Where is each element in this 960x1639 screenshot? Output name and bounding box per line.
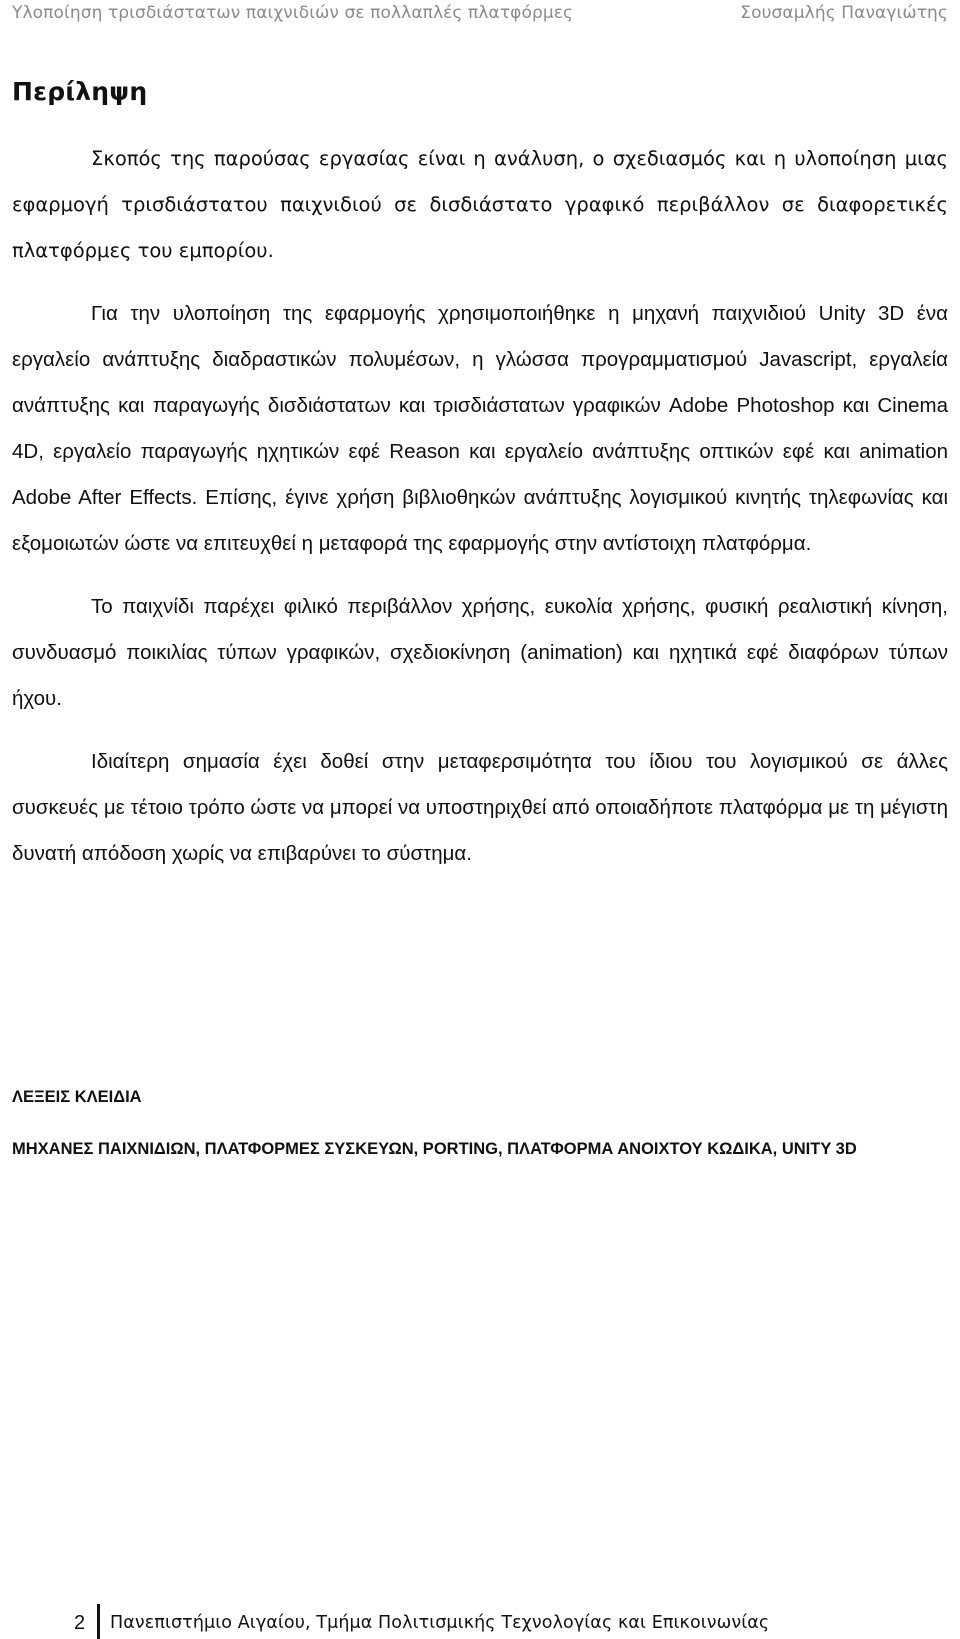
running-header [12,0,948,26]
header-author: Σουσαμλής Παναγιώτης [740,3,948,23]
abstract-paragraph-3: Το παιχνίδι παρέχει φιλικό περιβάλλον χρήσης, ευκολία χρήσης, φυσική ρεαλιστική κίνηση, συνδυασμό ποικιλίας τύπων γραφικών, σχεδιοκίνηση (animation) και ηχητικά εφέ διαφόρων τύπων ήχου. [12,595,948,710]
footer-divider [97,1604,100,1639]
header-title: Υλοποίηση τρισδιάστατων παιχνιδιών σε πολλαπλές πλατφόρμες [12,3,574,23]
keywords-list: ΜΗΧΑΝΕΣ ΠΑΙΧΝΙΔΙΩΝ, ΠΛΑΤΦΟΡΜΕΣ ΣΥΣΚΕΥΩΝ, PORTING, ΠΛΑΤΦΟΡΜΑ ΑΝΟΙΧΤΟΥ ΚΩΔΙΚΑ, UNITY 3D [12,1140,857,1158]
keywords-title: ΛΕΞΕΙΣ ΚΛΕΙΔΙΑ [12,1088,142,1106]
abstract-paragraph-2: Για την υλοποίηση της εφαρμογής χρησιμοποιήθηκε η μηχανή παιχνιδιού Unity 3D ένα εργαλείο ανάπτυξης διαδραστικών πολυμέσων, η γλώσσα προγραμματισμού Javascript, εργαλεία ανάπτυξης και παραγωγής δισδιάστατων και τρισδιάστατων γραφικών Adobe Photoshop και Cinema 4D, εργαλείο παραγωγής ηχητικών εφέ Reason και εργαλείο ανάπτυξης οπτικών εφέ και animation Adobe After Effects. Επίσης, έγινε χρήση βιβλιοθηκών ανάπτυξης λογισμικού κινητής τηλεφωνίας και εξομοιωτών ώστε να επιτευχθεί η μεταφορά της εφαρμογής στην αντίστοιχη πλατφόρμα. [12,302,948,555]
abstract-paragraph-1: Σκοπός της παρούσας εργασίας είναι η ανάλυση, ο σχεδιασμός και η υλοποίηση μιας εφαρμογή τρισδιάστατου παιχνιδιού σε δισδιάστατο γραφικό περιβάλλον σε διαφορετικές πλατφόρμες του εμπορίου. [12,147,948,262]
abstract-paragraph-4: Ιδιαίτερη σημασία έχει δοθεί στην μεταφερσιμότητα του ίδιου του λογισμικού σε άλλες συσκευές με τέτοιο τρόπο ώστε να μπορεί να υποστηριχθεί από οποιαδήποτε πλατφόρμα με τη μέγιστη δυνατή απόδοση χωρίς να επιβαρύνει το σύστημα. [12,750,948,865]
page-footer [0,1604,960,1639]
footer-institution: Πανεπιστήμιο Αιγαίου, Τμήμα Πολιτισμικής Τεχνολογίας και Επικοινωνίας [110,1613,770,1633]
page-number: 2 [74,1612,86,1634]
abstract-heading: Περίληψη [12,77,148,106]
keywords-section [12,1086,948,1165]
abstract-body [12,136,948,877]
